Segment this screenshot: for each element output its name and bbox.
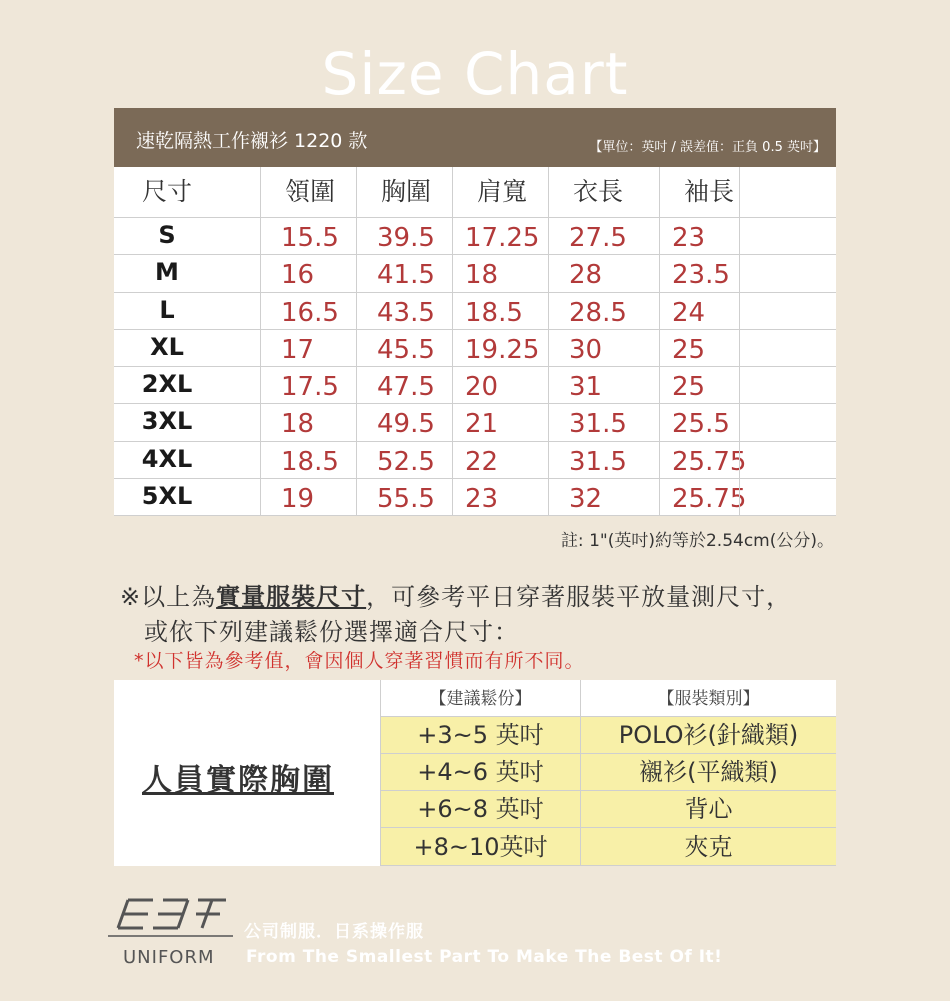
column-header: 胸圍 xyxy=(381,177,432,206)
measurement-value: 52.5 xyxy=(377,446,435,477)
measurement-value: 25 xyxy=(672,372,706,402)
measurement-value: 16 xyxy=(281,260,315,291)
value-cell xyxy=(260,217,356,254)
column-header: 領圍 xyxy=(285,177,336,206)
value-cell xyxy=(659,217,739,254)
value-cell xyxy=(356,329,452,366)
conversion-note: 註: 1"(英吋)約等於2.54cm(公分)。 xyxy=(560,531,834,551)
value-cell xyxy=(548,366,659,403)
size-cell xyxy=(114,329,260,366)
measurement-value: 32 xyxy=(569,483,603,514)
measurement-value: 25.5 xyxy=(672,409,730,440)
allowance-value: +4~6 英吋 xyxy=(417,758,544,786)
fit-header-cell xyxy=(580,680,836,716)
reference-warning: *以下皆為參考值，會因個人穿著習慣而有所不同。 xyxy=(134,650,585,672)
allowance-cell xyxy=(380,828,580,865)
measurement-value: 27.5 xyxy=(569,223,627,253)
value-cell xyxy=(548,292,659,329)
column-header: 肩寬 xyxy=(477,177,528,206)
empty-cell xyxy=(739,254,836,291)
measurement-value: 21 xyxy=(465,409,499,440)
slogan-chinese: 公司制服．日系操作服 xyxy=(244,922,424,942)
value-cell xyxy=(260,478,356,515)
empty-cell xyxy=(739,329,836,366)
value-cell xyxy=(659,292,739,329)
fit-table-row xyxy=(380,717,836,754)
empty-cell xyxy=(739,366,836,403)
size-label: 3XL xyxy=(141,407,193,436)
size-table-row xyxy=(114,441,836,479)
header-cell xyxy=(452,167,548,217)
header-cell xyxy=(356,167,452,217)
measurement-value: 16.5 xyxy=(281,297,339,328)
measurement-value: 30 xyxy=(569,334,603,365)
column-header: 尺寸 xyxy=(141,177,192,206)
measurement-value: 31.5 xyxy=(569,409,627,440)
size-cell xyxy=(114,292,260,329)
value-cell xyxy=(356,292,452,329)
garment-type: 夾克 xyxy=(684,833,733,861)
measurement-value: 39.5 xyxy=(377,223,435,253)
value-cell xyxy=(548,478,659,515)
measurement-value: 19 xyxy=(281,483,315,514)
uniform-logo-text: UNIFORM xyxy=(123,947,215,968)
instruction-emphasis: 實量服裝尺寸 xyxy=(216,583,367,611)
size-cell xyxy=(114,366,260,403)
value-cell xyxy=(356,254,452,291)
size-table-row xyxy=(114,403,836,441)
measurement-value: 25.75 xyxy=(672,483,747,514)
value-cell xyxy=(452,366,548,403)
measurement-value: 31.5 xyxy=(569,446,627,477)
empty-cell xyxy=(739,167,836,217)
value-cell xyxy=(452,329,548,366)
measurement-value: 25 xyxy=(672,334,706,365)
size-table-header-bar xyxy=(114,108,836,167)
allowance-cell xyxy=(380,754,580,790)
measurement-value: 41.5 xyxy=(377,260,435,291)
value-cell xyxy=(659,441,747,478)
instruction-line-1 xyxy=(120,577,791,612)
garment-type: POLO衫(針織類) xyxy=(618,721,799,749)
size-label: S xyxy=(158,221,176,249)
value-cell xyxy=(260,292,356,329)
allowance-value: +6~8 英吋 xyxy=(417,795,544,823)
garment-type-cell xyxy=(580,791,836,827)
size-table-row xyxy=(114,329,836,367)
measurement-value: 15.5 xyxy=(281,223,339,253)
value-cell xyxy=(659,254,739,291)
column-header: 袖長 xyxy=(684,177,735,206)
value-cell xyxy=(452,292,548,329)
page-title: Size Chart xyxy=(321,40,629,108)
allowance-value: +3~5 英吋 xyxy=(417,721,544,749)
measurement-value: 49.5 xyxy=(377,409,435,440)
measurement-value: 23 xyxy=(465,483,499,514)
size-table-row xyxy=(114,292,836,330)
slogan-english: From The Smallest Part To Make The Best Of It! xyxy=(246,947,723,967)
value-cell xyxy=(356,441,452,478)
size-table xyxy=(114,167,836,515)
measurement-value: 43.5 xyxy=(377,297,435,328)
size-cell xyxy=(114,478,260,515)
garment-type: 襯衫(平織類) xyxy=(639,758,778,786)
header-cell xyxy=(548,167,659,217)
measurement-value: 18 xyxy=(281,409,315,440)
size-cell xyxy=(114,403,260,440)
value-cell xyxy=(356,403,452,440)
fit-label-cell xyxy=(114,680,380,866)
garment-type: 背心 xyxy=(684,795,733,823)
instruction-suffix: ，可參考平日穿著服裝平放量測尺寸， xyxy=(366,583,792,611)
value-cell xyxy=(659,329,739,366)
measurement-value: 28.5 xyxy=(569,297,627,328)
garment-type-cell xyxy=(580,754,836,790)
fit-table-row xyxy=(380,791,836,828)
size-table-row xyxy=(114,217,836,255)
fit-table xyxy=(114,680,836,866)
size-label: 5XL xyxy=(141,481,193,510)
empty-cell xyxy=(739,478,836,515)
measurement-value: 23.5 xyxy=(672,260,730,291)
size-cell xyxy=(114,254,260,291)
garment-type-cell xyxy=(580,828,836,865)
value-cell xyxy=(260,329,356,366)
fit-label: 人員實際胸圍 xyxy=(142,763,334,798)
measurement-value: 22 xyxy=(465,446,499,477)
value-cell xyxy=(260,366,356,403)
fit-column-header: 【服裝類別】 xyxy=(657,689,760,709)
instruction-line-2: 或依下列建議鬆份選擇適合尺寸： xyxy=(144,618,519,646)
value-cell xyxy=(356,366,452,403)
measurement-value: 18 xyxy=(465,260,499,291)
header-cell xyxy=(260,167,356,217)
measurement-value: 19.25 xyxy=(465,334,540,365)
value-cell xyxy=(548,254,659,291)
garment-type-cell xyxy=(580,717,836,753)
value-cell xyxy=(356,217,452,254)
empty-cell xyxy=(739,403,836,440)
value-cell xyxy=(548,217,659,254)
fit-table-header-row xyxy=(380,680,836,717)
header-cell xyxy=(114,167,260,217)
size-label: L xyxy=(159,295,175,324)
unit-note: 【單位：英吋 / 誤差值：正負 0.5 英吋】 xyxy=(589,140,826,155)
measurement-value: 17 xyxy=(281,334,315,365)
allowance-value: +8~10英吋 xyxy=(413,833,548,861)
measurement-value: 55.5 xyxy=(377,483,435,514)
measurement-value: 17.25 xyxy=(465,223,540,253)
column-header: 衣長 xyxy=(573,177,624,206)
value-cell xyxy=(356,478,452,515)
measurement-value: 24 xyxy=(672,297,706,328)
allowance-cell xyxy=(380,717,580,753)
size-label: XL xyxy=(150,332,184,361)
measurement-value: 25.75 xyxy=(672,446,747,477)
fit-table-row xyxy=(380,828,836,866)
value-cell xyxy=(659,403,739,440)
measurement-value: 17.5 xyxy=(281,372,339,402)
fit-table-row xyxy=(380,754,836,791)
value-cell xyxy=(548,441,659,478)
size-table-row xyxy=(114,478,836,516)
value-cell xyxy=(452,403,548,440)
measurement-value: 20 xyxy=(465,372,499,402)
instruction-prefix: ※以上為 xyxy=(120,583,217,611)
measurement-value: 47.5 xyxy=(377,372,435,402)
empty-cell xyxy=(739,441,836,478)
value-cell xyxy=(659,366,739,403)
measurement-value: 31 xyxy=(569,372,603,402)
measurement-value: 18.5 xyxy=(465,297,523,328)
value-cell xyxy=(260,254,356,291)
measurement-value: 45.5 xyxy=(377,334,435,365)
size-table-row xyxy=(114,254,836,292)
measurement-value: 18.5 xyxy=(281,446,339,477)
header-cell xyxy=(659,167,739,217)
value-cell xyxy=(452,478,548,515)
value-cell xyxy=(452,217,548,254)
empty-cell xyxy=(739,217,836,254)
value-cell xyxy=(548,329,659,366)
fit-header-cell xyxy=(380,680,580,716)
size-label: 4XL xyxy=(141,444,193,473)
size-table-header-row xyxy=(114,167,836,218)
size-label: M xyxy=(155,258,179,287)
value-cell xyxy=(452,254,548,291)
size-label: 2XL xyxy=(141,370,193,398)
uniform-logo xyxy=(108,892,233,940)
product-name: 速乾隔熱工作襯衫 1220 款 xyxy=(136,130,368,152)
size-cell xyxy=(114,441,260,478)
measurement-value: 23 xyxy=(672,223,706,253)
measurement-value: 28 xyxy=(569,260,603,291)
size-table-row xyxy=(114,366,836,404)
value-cell xyxy=(260,441,356,478)
fit-column-header: 【建議鬆份】 xyxy=(429,689,532,709)
size-cell xyxy=(114,217,260,254)
value-cell xyxy=(452,441,548,478)
value-cell xyxy=(260,403,356,440)
value-cell xyxy=(659,478,747,515)
allowance-cell xyxy=(380,791,580,827)
empty-cell xyxy=(739,292,836,329)
value-cell xyxy=(548,403,659,440)
